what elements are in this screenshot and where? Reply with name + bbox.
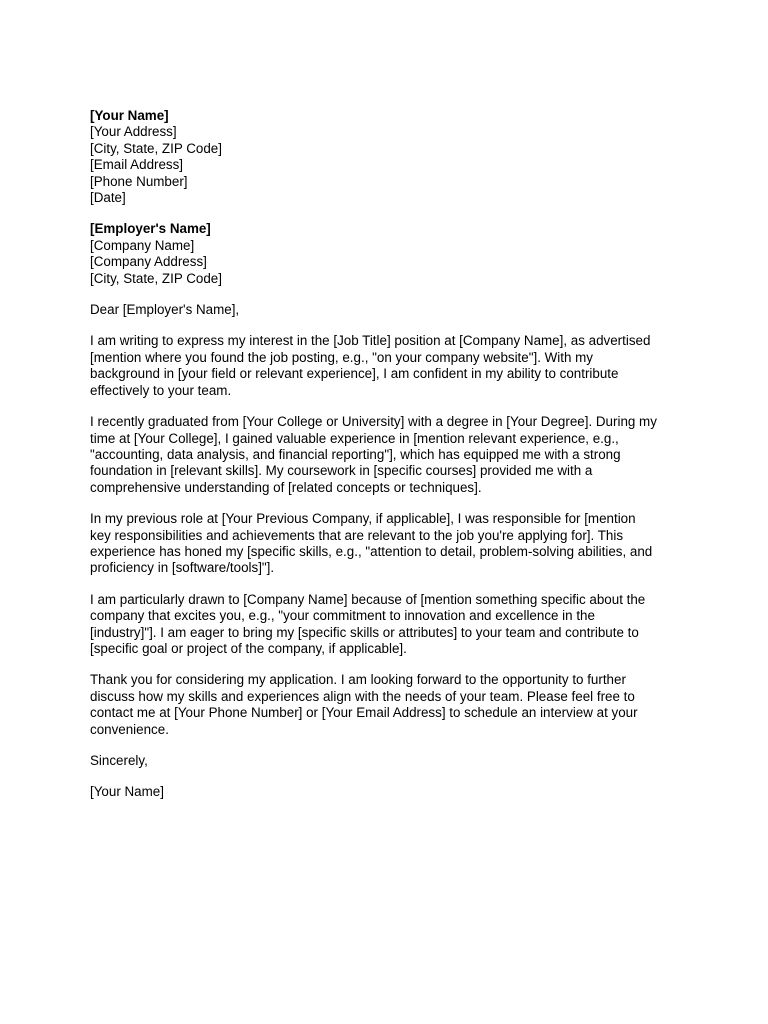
letter-date: [Date] xyxy=(90,190,126,206)
sender-city-state-zip: [City, State, ZIP Code] xyxy=(90,140,222,156)
recipient-name: [Employer's Name] xyxy=(90,221,211,237)
salutation-text: Dear [Employer's Name], xyxy=(90,302,240,318)
paragraph-line: time at [Your College], I gained valuable experience in [mention relevant experience, e.g., xyxy=(90,430,619,446)
paragraph-line: convenience. xyxy=(90,721,169,737)
paragraph-thanks xyxy=(90,672,690,738)
paragraph-line: [specific goal or project of the company, if applicable]. xyxy=(90,640,407,656)
recipient-city-state-zip: [City, State, ZIP Code] xyxy=(90,270,222,286)
sender-name: [Your Name] xyxy=(90,108,169,123)
letter-page xyxy=(90,108,690,801)
paragraph-line: Thank you for considering my application. I am looking forward to the opportunity to further xyxy=(90,672,626,688)
paragraph-line: I am particularly drawn to [Company Name] because of [mention something specific about the xyxy=(90,591,646,607)
paragraph-line: background in [your field or relevant experience], I am confident in my ability to contribute xyxy=(90,366,619,382)
sender-address: [Your Address] xyxy=(90,124,177,140)
paragraph-line: [mention where you found the job posting, e.g., "on your company website"]. With my xyxy=(90,349,593,365)
paragraph-company-interest xyxy=(90,592,690,658)
closing xyxy=(90,753,690,769)
paragraph-line: comprehensive understanding of [related concepts or techniques]. xyxy=(90,479,482,495)
paragraph-line: "accounting, data analysis, and financial reporting"], which has equipped me with a strong xyxy=(90,446,621,462)
paragraph-line: experience has honed my [specific skills, e.g., "attention to detail, problem-solving abilities, and xyxy=(90,543,653,559)
paragraph-line: I recently graduated from [Your College or University] with a degree in [Your Degree]. During my xyxy=(90,414,657,430)
sender-block xyxy=(90,108,690,206)
paragraph-intro xyxy=(90,333,690,399)
recipient-company: [Company Name] xyxy=(90,237,195,253)
paragraph-line: foundation in [relevant skills]. My coursework in [specific courses] provided me with a xyxy=(90,463,593,479)
salutation xyxy=(90,302,690,318)
paragraph-education xyxy=(90,414,690,496)
paragraph-line: company that excites you, e.g., "your commitment to innovation and excellence in the xyxy=(90,608,595,624)
paragraph-line: discuss how my skills and experiences align with the needs of your team. Please feel free to xyxy=(90,688,635,704)
paragraph-line: [industry]"]. I am eager to bring my [specific skills or attributes] to your team and contribute to xyxy=(90,624,639,640)
paragraph-line: proficiency in [software/tools]"]. xyxy=(90,560,275,576)
paragraph-line: key responsibilities and achievements that are relevant to the job you're applying for]. This xyxy=(90,527,624,543)
sender-phone: [Phone Number] xyxy=(90,173,188,189)
signature xyxy=(90,784,690,800)
paragraph-line: effectively to your team. xyxy=(90,382,232,398)
recipient-block xyxy=(90,221,690,287)
closing-text: Sincerely, xyxy=(90,753,148,768)
sender-email: [Email Address] xyxy=(90,157,184,173)
paragraph-line: In my previous role at [Your Previous Company, if applicable], I was responsible for [mention xyxy=(90,511,636,527)
paragraph-experience xyxy=(90,511,690,577)
paragraph-line: contact me at [Your Phone Number] or [Your Email Address] to schedule an interview at your xyxy=(90,705,638,721)
paragraph-line: I am writing to express my interest in the [Job Title] position at [Company Name], as advertised xyxy=(90,333,651,349)
signature-name: [Your Name] xyxy=(90,784,164,800)
recipient-address: [Company Address] xyxy=(90,254,207,270)
